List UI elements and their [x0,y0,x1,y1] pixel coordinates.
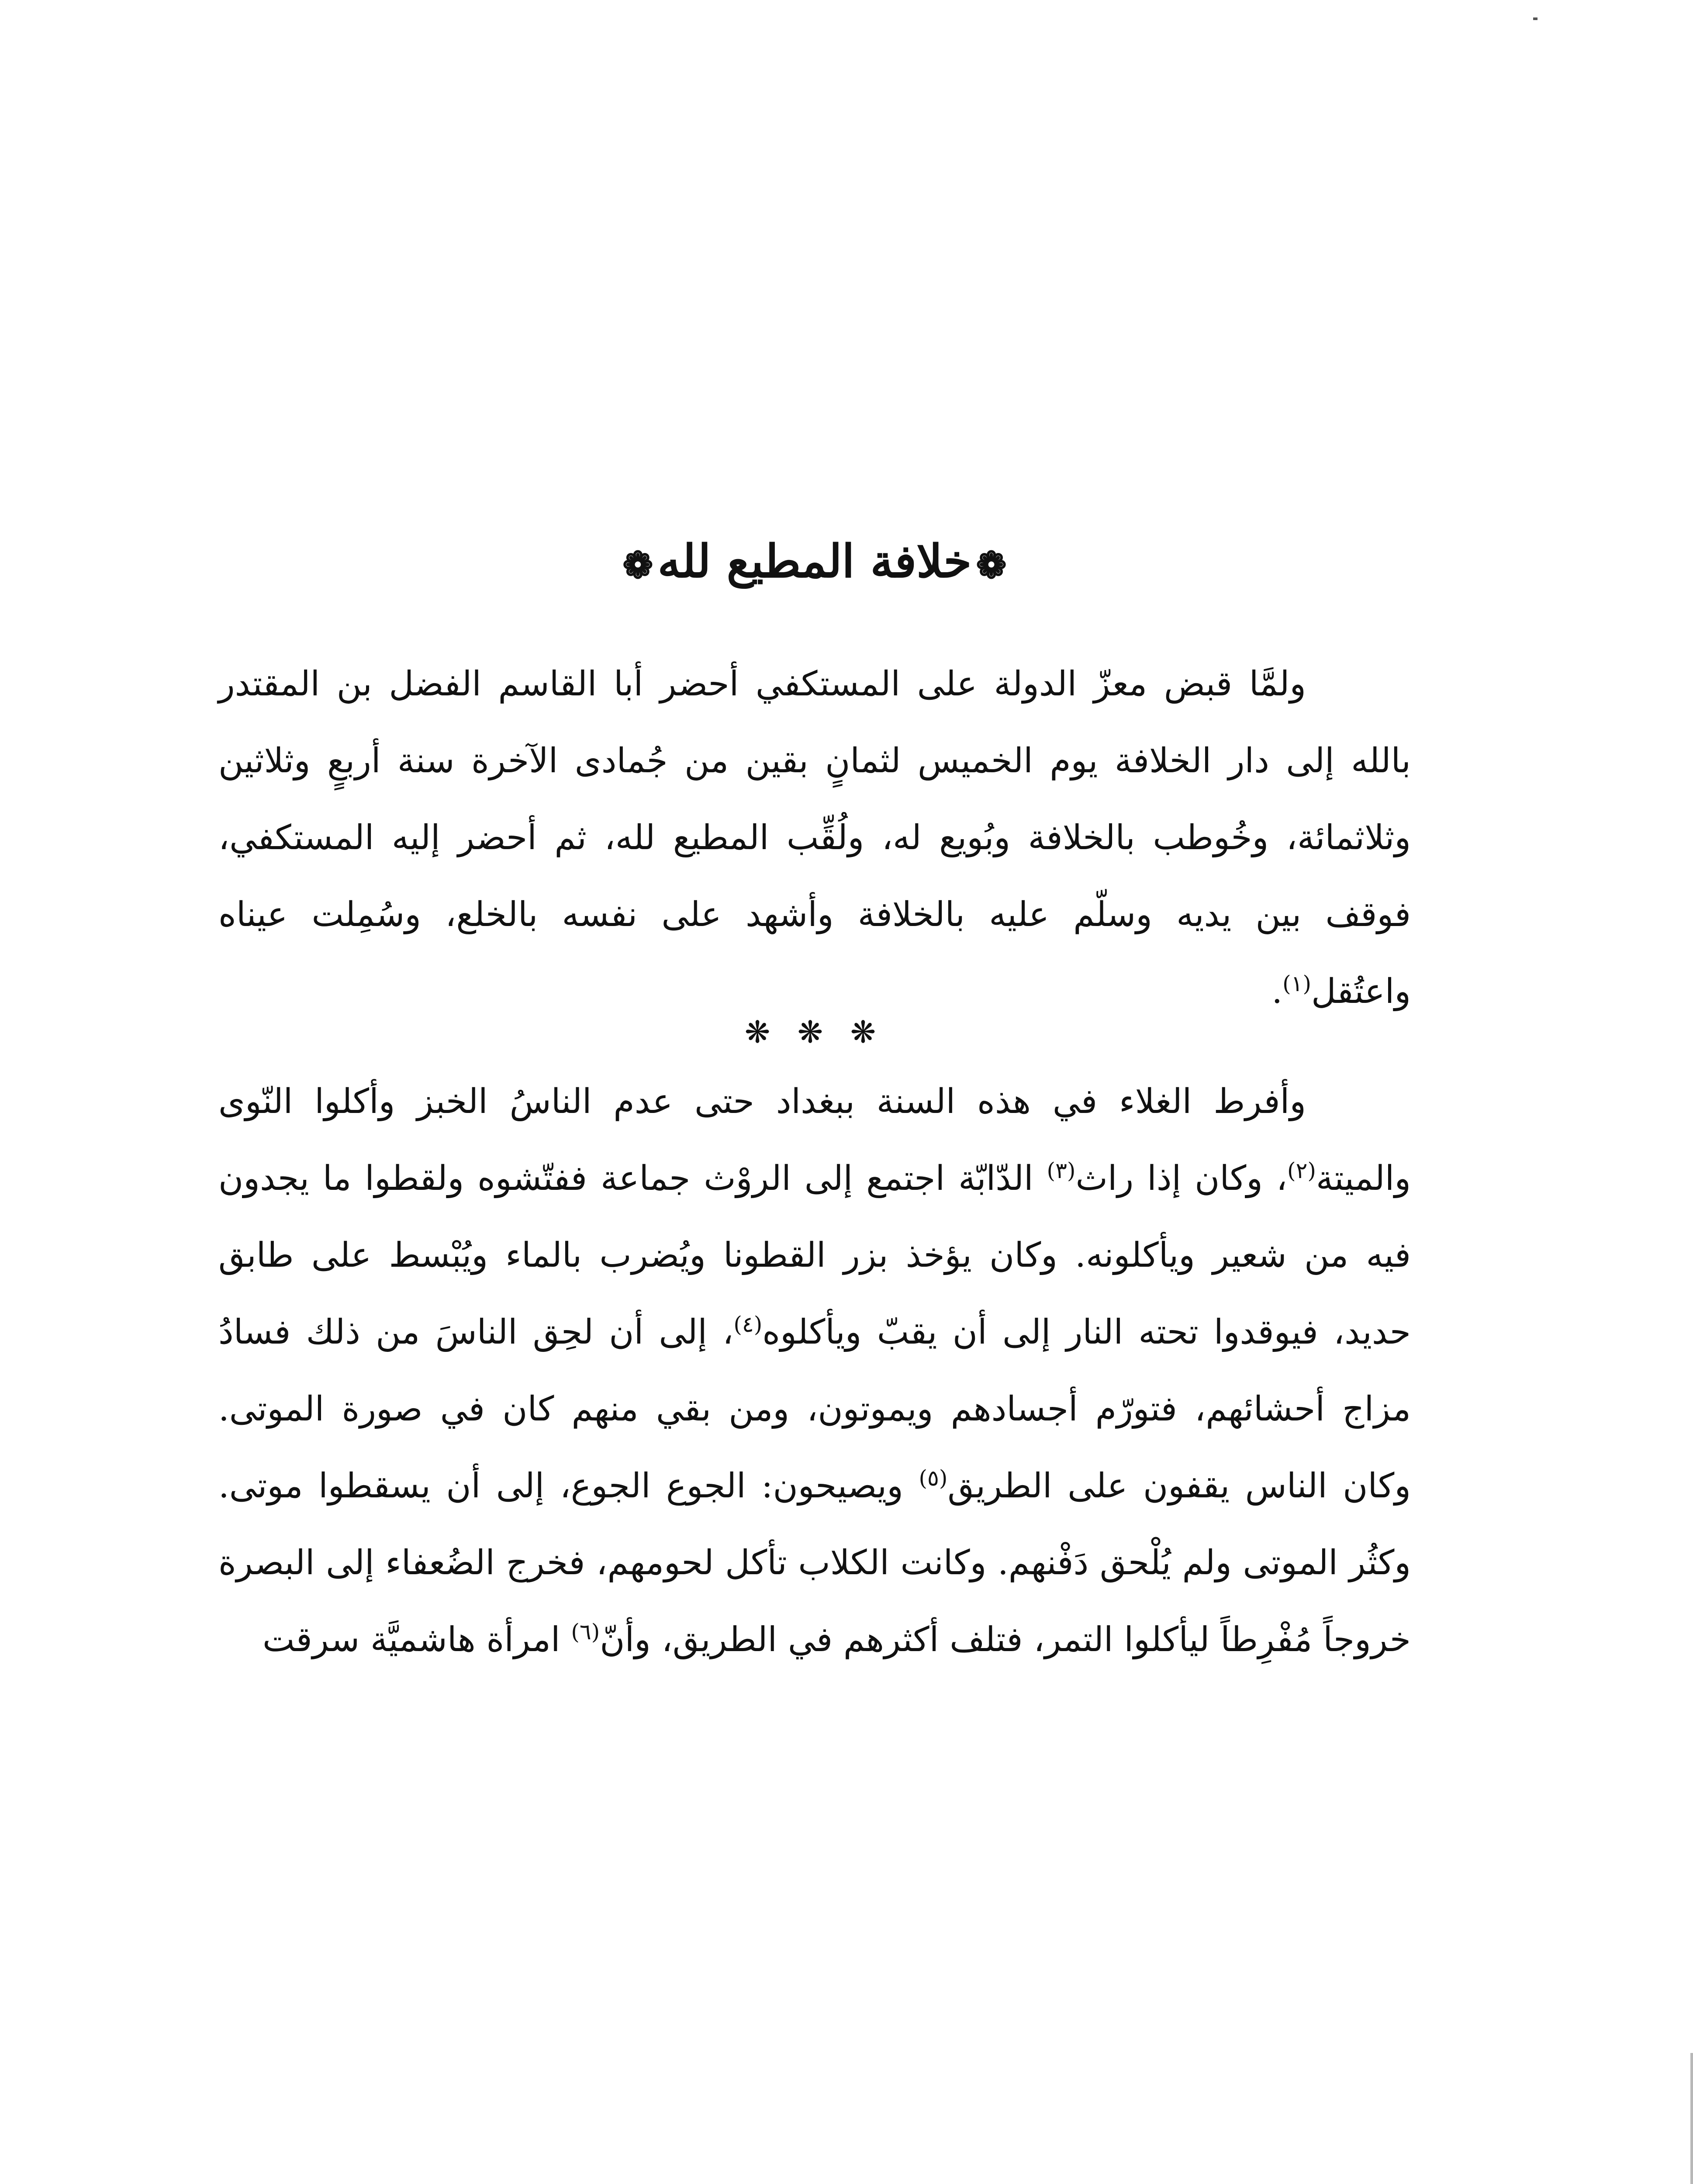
title-ornament-left-icon: ❁ [622,543,653,587]
paragraph-2-segment: الدّابّة اجتمع إلى الروْث جماعة ففتّشوه ولقطوا ما يجدون فيه من شعير ويأكلونه. وكان يؤخذ بزر القطونا ويُضرب بالماء ويُبْسط على طابق حديد، فيوقدوا تحته النار إلى أن يقبّ ويأكلوه [218,1159,1411,1352]
scan-speck [1533,17,1538,20]
footnote-ref-2: (٢) [1287,1158,1316,1183]
chapter-title-text: خلافة المطيع لله [657,534,972,588]
footnote-ref-4: (٤) [733,1312,763,1337]
footnote-ref-6: (٦) [571,1619,600,1645]
separator-star-icon: ❋ [797,1014,832,1050]
paragraph-1 [218,646,1411,1030]
paragraph-1-tail: . [1271,972,1283,1011]
separator-star-icon: ❋ [850,1014,885,1050]
chapter-title [218,522,1411,605]
paragraph-2-segment: ، وكان إذا راث [1075,1159,1288,1198]
paragraph-2-text: وأفرط الغلاء في هذه السنة ببغداد حتى عدم الناسُ الخبز وأكلوا النّوى والميتة [218,1082,1411,1198]
separator-star-icon: ❋ [744,1014,779,1050]
footnote-ref-1: (١) [1282,971,1312,996]
paragraph-2-segment: ، إلى أن لحِق الناسَ من ذلك فسادُ مزاج أحشائهم، فتورّم أجسادهم ويموتون، ومن بقي منهم كان في صورة الموتى. وكان الناس يقفون على الطريق [218,1313,1411,1506]
title-ornament-right-icon: ❁ [976,543,1007,587]
scan-edge-shadow [1690,2053,1693,2184]
footnote-ref-5: (٥) [919,1465,948,1491]
paragraph-2 [218,1063,1411,1678]
paragraph-2-segment: ويصيحون: الجوع الجوع، إلى أن يسقطوا موتى. وكثُر الموتى ولم يُلْحق دَفْنهم. وكانت الكلاب تأكل لحومهم، فخرج الضُعفاء إلى البصرة خروجاً مُفْرِطاً ليأكلوا التمر، فتلف أكثرهم في الطريق، وأنّ [218,1466,1411,1659]
main-text [218,646,1411,1678]
section-separator [218,1014,1411,1050]
footnote-ref-3: (٣) [1047,1158,1076,1183]
paragraph-1-text: ولمَّا قبض معزّ الدولة على المستكفي أحضر أبا القاسم الفضل بن المقتدر بالله إلى دار الخلافة يوم الخميس لثمانٍ بقين من جُمادى الآخرة سنة أربعٍ وثلاثين وثلاثمائة، وخُوطب بالخلافة وبُويع له، ولُقِّب المطيع لله، ثم أحضر إليه المستكفي، فوقف بين يديه وسلّم عليه بالخلافة وأشهد على نفسه بالخلع، وسُمِلت عيناه واعتُقل [218,664,1411,1011]
paragraph-2-segment: امرأة هاشميَّة سرقت [262,1620,571,1659]
